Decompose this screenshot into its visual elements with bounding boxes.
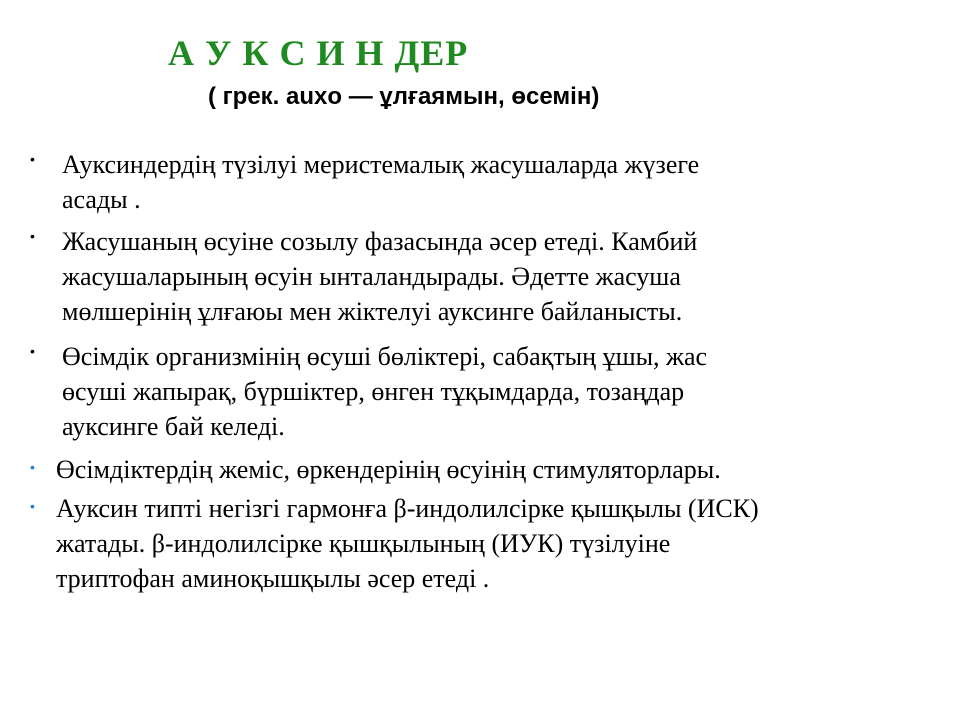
bullet-3-line-3: ауксинге бай келеді. [62,412,285,441]
bullet-5-line-3: триптофан аминоқышқылы әсер етеді . [56,564,490,593]
bullet-2-line-1: Жасушаның өсуіне созылу фазасында әсер етеді. Камбий [62,227,698,256]
bullet-5-line-1: Ауксин типті негізгі гармонға β-индолилсірке қышқылы (ИСК) [56,494,759,523]
bullet-dot-5: • [30,498,35,514]
bullet-item-2 [62,224,697,329]
bullet-item-3 [62,339,707,444]
bullet-item-1 [62,147,699,217]
bullet-2-line-2: жасушаларының өсуін ынталандырады. Әдетте жасуша [62,262,681,291]
bullet-item-4 [56,452,721,487]
bullet-dot-2: • [30,228,35,244]
bullet-3-line-1: Өсімдік организмінің өсуші бөліктері, сабақтың ұшы, жас [62,342,708,371]
bullet-1-line-2: асады . [62,185,141,214]
bullet-5-line-2: жатады. β-индолилсірке қышқылының (ИУК) түзілуіне [56,529,671,558]
bullet-1-line-1: Ауксиндердің түзілуі меристемалық жасушаларда жүзеге [62,150,700,179]
bullet-3-line-2: өсуші жапырақ, бүршіктер, өнген тұқымдарда, тозаңдар [62,377,685,406]
slide-subtitle: ( грек. auxo — ұлғаямын, өсемін) [208,83,600,110]
bullet-item-5 [56,491,759,596]
bullet-dot-3: • [30,343,35,359]
bullet-2-line-3: мөлшерінің ұлғаюы мен жіктелуі ауксинге байланысты. [62,297,683,326]
bullet-dot-4: • [30,459,35,475]
bullet-dot-1: • [30,151,35,167]
bullet-4-line-1: Өсімдіктердің жеміс, өркендерінің өсуінің стимуляторлары. [56,455,721,484]
slide-title: А У К С И Н ДЕР [168,33,469,73]
